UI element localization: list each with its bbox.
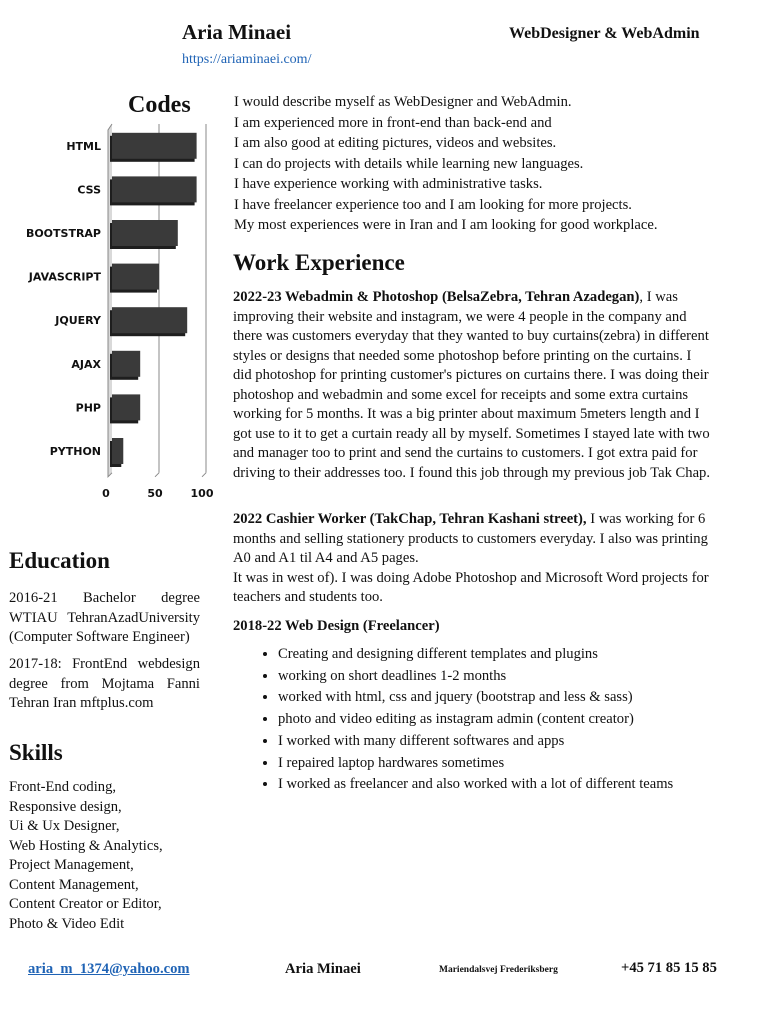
category-label: HTML	[66, 139, 101, 153]
intro-line: I have experience working with administrative tasks.	[234, 176, 543, 192]
bar	[112, 176, 197, 202]
intro-line: I have freelancer experience too and I am looking for more projects.	[234, 196, 632, 213]
bar	[112, 351, 140, 377]
bar	[112, 133, 197, 159]
skill-item: Front-End coding,	[9, 779, 117, 795]
skill-item: Responsive design,	[9, 798, 122, 815]
gridline-depth	[155, 473, 159, 477]
category-label: BOOTSTRAP	[25, 227, 101, 240]
tick-label: 100	[190, 486, 214, 500]
intro-paragraph	[234, 92, 704, 236]
chart-title: Codes	[128, 92, 191, 118]
skills-list	[9, 778, 163, 934]
website-link[interactable]: https://ariaminaei.com/	[182, 52, 312, 67]
resume-name: Aria Minaei	[182, 20, 292, 44]
education-entry-bachelor: 2016-21 Bachelor degree WTIAU TehranAzadUniversity (Computer Software Engineer)	[9, 590, 200, 645]
list-item: • working on short deadlines 1-2 months	[278, 666, 738, 688]
category-label: PHP	[75, 401, 101, 415]
footer-email-link[interactable]: aria_m_1374@yahoo.com	[28, 961, 190, 977]
job-entry-belsazebra	[233, 288, 711, 483]
education-heading: Education	[9, 548, 110, 573]
job-description: , I was improving their website and instagram, we were 4 people in the company and there was customers everyday that they wanted to buy curtains(zebra) in different styles or designs that needed some photoshop before printing on the curtains. I did photoshop for printing customer's pictures on curtains there. I was doing their photoshop and webadmin and some excel for receipts and some extra curtains working for 5 months. It was a big printer about maximum 5meters length and I got use to it to get a curtain ready all by myself. Sometimes I stayed late with two and manager too to print and send the curtains to customers. I got extra paid for driving to their addresses too. I found this job through my previous job Tak Chap.	[233, 289, 711, 481]
bar	[112, 438, 123, 464]
skills-heading: Skills	[9, 740, 63, 765]
footer-phone: +45 71 85 15 85	[621, 960, 717, 976]
category-label: CSS	[77, 183, 101, 197]
intro-line: I can do projects with details while learning new languages.	[234, 155, 584, 172]
skill-item: Ui & Ux Designer,	[9, 818, 120, 834]
job-heading: 2022-23 Webadmin & Photoshop (BelsaZebra, Tehran Azadegan)	[233, 289, 640, 305]
skill-item: Photo & Video Edit	[9, 915, 125, 932]
list-item: • I worked as freelancer and also worked with a lot of different teams	[278, 774, 738, 796]
category-label: JQUERY	[55, 314, 101, 328]
bar	[112, 394, 140, 420]
list-item: • Creating and designing different templates and plugins	[278, 644, 738, 666]
job-entry-takchap	[233, 510, 711, 608]
tick-label: 0	[102, 486, 110, 500]
job-description: I was working for 6 months and selling stationery products to customers everyday. I also was printing A0 and A1 til A4 and A5 pages.	[233, 511, 708, 566]
skill-item: Content Creator or Editor,	[9, 896, 162, 912]
freelancer-bullet-list	[256, 644, 738, 796]
category-label: JAVASCRIPT	[28, 270, 101, 284]
chart-side-wall	[108, 124, 112, 477]
bar	[112, 220, 178, 246]
category-label: AJAX	[71, 357, 101, 371]
intro-line: I am experienced more in front-end than back-end and	[234, 114, 552, 131]
intro-line: I am also good at editing pictures, videos and websites.	[234, 135, 557, 151]
job-role-title: WebDesigner & WebAdmin	[509, 25, 700, 42]
category-label: PYTHON	[49, 445, 101, 458]
tick-label: 50	[147, 486, 163, 500]
job-heading-freelancer: 2018-22 Web Design (Freelancer)	[233, 618, 440, 634]
list-item: • worked with html, css and jquery (bootstrap and less & sass)	[278, 687, 738, 709]
bar	[112, 264, 159, 290]
education-entry-frontend: 2017-18: FrontEnd webdesign degree from Mojtama Fanni Tehran Iran mftplus.com	[9, 656, 200, 711]
skill-item: Content Management,	[9, 876, 139, 893]
skill-item: Project Management,	[9, 857, 134, 873]
gridline-depth	[202, 473, 206, 477]
list-item: • I repaired laptop hardwares sometimes	[278, 753, 738, 775]
footer-address: Mariendalsvej Frederiksberg	[439, 965, 558, 975]
list-item: • photo and video editing as instagram admin (content creator)	[278, 709, 738, 731]
job-heading: 2022 Cashier Worker (TakChap, Tehran Kashani street),	[233, 511, 587, 527]
bar	[112, 307, 187, 333]
work-experience-heading: Work Experience	[233, 250, 405, 275]
skill-item: Web Hosting & Analytics,	[9, 837, 163, 854]
intro-line: I would describe myself as WebDesigner and WebAdmin.	[234, 94, 572, 110]
intro-line: My most experiences were in Iran and I am looking for good workplace.	[234, 217, 658, 233]
skills-bar-chart	[0, 110, 225, 500]
job-description-continued: It was in west of). I was doing Adobe Photoshop and Microsoft Word projects for teachers and students too.	[233, 569, 709, 605]
list-item: • I worked with many different softwares and apps	[278, 731, 738, 753]
footer-name: Aria Minaei	[285, 961, 361, 977]
